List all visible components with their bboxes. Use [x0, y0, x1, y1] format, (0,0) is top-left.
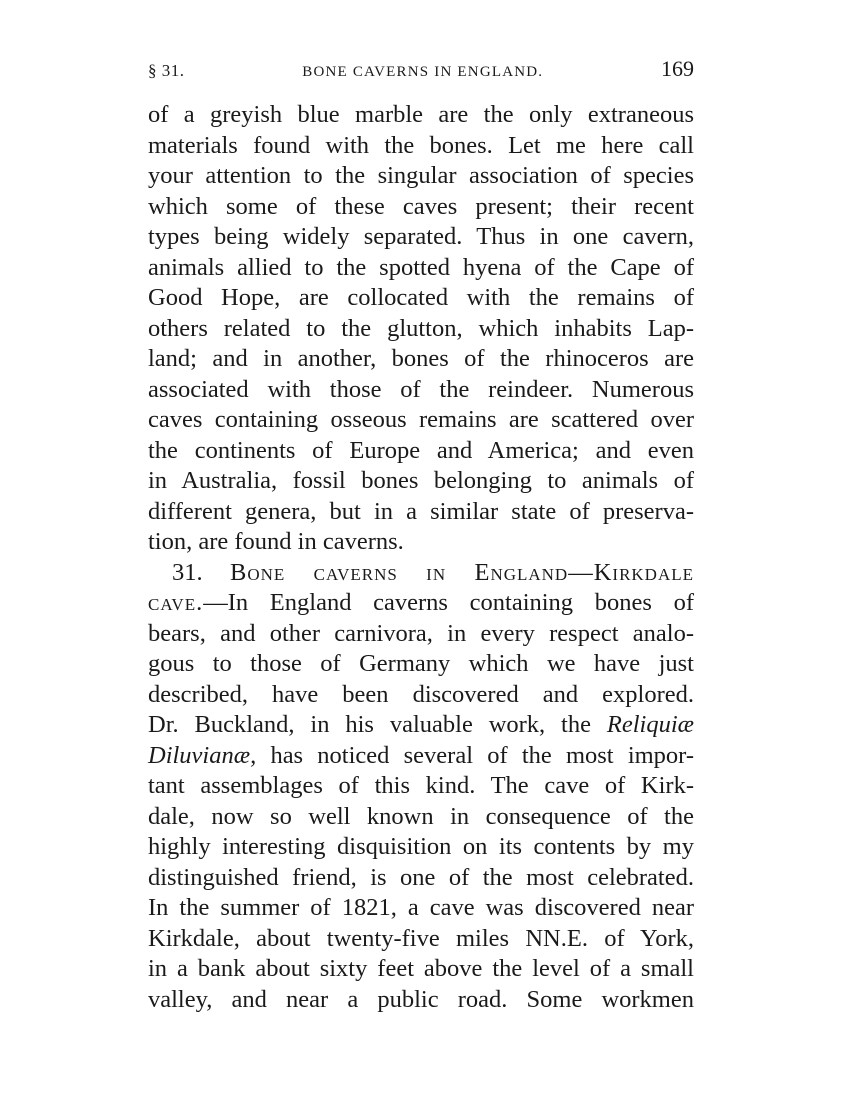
text-line: Kirkdale, about twenty-five miles NN.E. of York, [148, 924, 694, 952]
text-line: gous to those of Germany which we have just [148, 650, 694, 677]
book-page [148, 56, 694, 1015]
text-fragment: has noticed several of the most impor- [270, 741, 695, 769]
text-line: animals allied to the spotted hyena of the Cape of [148, 253, 694, 281]
text-line: distinguished friend, is one of the most celebrated. [148, 863, 694, 891]
text-line: valley, and near a public road. Some workmen [148, 985, 694, 1013]
section-31-paragraph [148, 558, 694, 1016]
section-mark: § 31. [148, 61, 185, 80]
text-line: Good Hope, are collocated with the remains of [148, 284, 694, 311]
section-heading-end: cave. [148, 589, 204, 616]
text-line [148, 588, 694, 619]
text-line: land; and in another, bones of the rhinoceros are [148, 345, 694, 372]
paragraph-continuation [148, 100, 694, 558]
text-line [148, 741, 694, 772]
text-line: which some of these caves present; their recent [148, 192, 694, 220]
text-line: dale, now so well known in consequence of the [148, 802, 694, 830]
text-line: tion, are found in caverns. [148, 528, 404, 555]
text-line: described, have been discovered and explored. [148, 680, 694, 708]
text-line: types being widely separated. Thus in one cavern, [148, 223, 694, 250]
running-title: BONE CAVERNS IN ENGLAND. [302, 64, 544, 80]
text-line: others related to the glutton, which inhabits Lap- [148, 314, 694, 342]
section-heading-line [148, 558, 694, 589]
text-line: in a bank about sixty feet above the level of a small [148, 955, 694, 982]
text-line: different genera, but in a similar state of preserva- [148, 497, 694, 525]
text-fragment: Dr. Buckland, in his valuable work, the [148, 711, 591, 738]
text-line: highly interesting disquisition on its contents by my [148, 833, 694, 860]
text-fragment: —In England caverns containing bones of [203, 589, 694, 616]
text-line: caves containing osseous remains are scattered over [148, 406, 694, 433]
text-line: associated with those of the reindeer. Numerous [148, 375, 694, 403]
text-line: materials found with the bones. Let me here call [148, 131, 694, 159]
text-line: tant assemblages of this kind. The cave of Kirk- [148, 772, 694, 799]
text-line: of a greyish blue marble are the only extraneous [148, 101, 694, 128]
text-line [148, 710, 694, 741]
text-line: your attention to the singular association of species [148, 162, 694, 189]
text-line: bears, and other carnivora, in every respect analo- [148, 619, 694, 647]
work-title: Reliquiæ [606, 711, 694, 738]
work-title: Diluvianæ, [148, 741, 257, 769]
section-heading: Bone caverns in England—Kirkdale [230, 558, 695, 586]
text-line: in Australia, fossil bones belonging to animals of [148, 467, 694, 494]
section-number: 31. [172, 558, 203, 586]
page-number: 169 [661, 56, 694, 81]
text-line: the continents of Europe and America; and even [148, 436, 694, 464]
running-head [148, 56, 694, 90]
text-line: In the summer of 1821, a cave was discovered near [148, 894, 694, 921]
